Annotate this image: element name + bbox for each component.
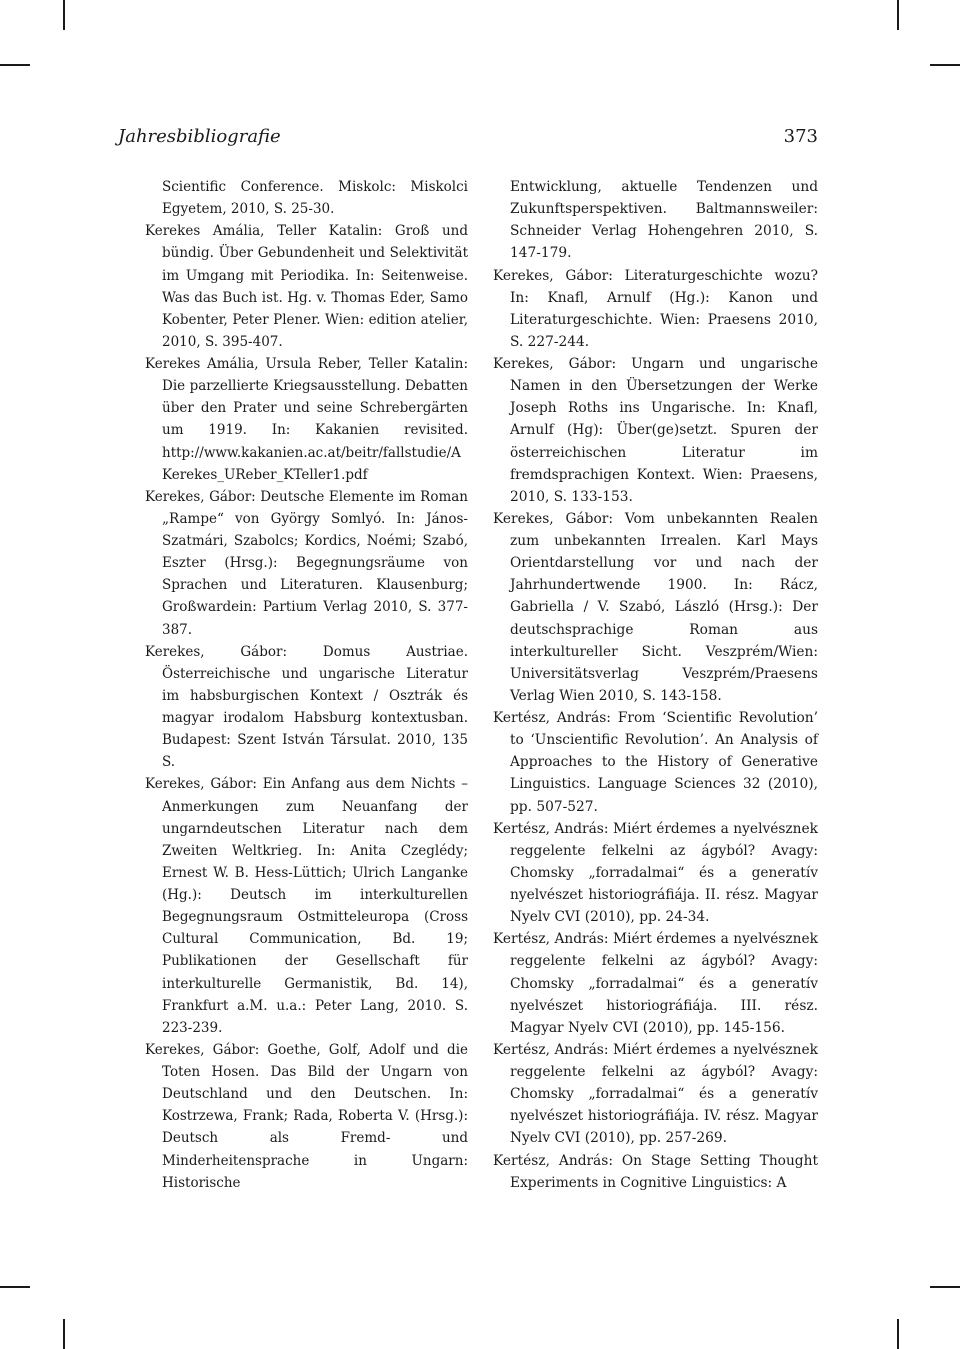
bibliography-entry: Kertész, András: From ‘Scientific Revolution’ to ‘Unscientific Revolution’. An Analysis of Approaches to the History of Generative Linguistics. Language Sciences 32 (2010), pp. 507-527. bbox=[493, 710, 818, 815]
bibliography-entry-continued: Scientific Conference. Miskolc: Miskolci Egyetem, 2010, S. 25-30. bbox=[162, 179, 468, 218]
bibliography-entry: Kerekes, Gábor: Ein Anfang aus dem Nichts – Anmerkungen zum Neuanfang der ungarndeutschen Literatur nach dem Zweiten Weltkrieg. In: Anita Czeglédy; Ernest W. B. Hess-Lüttich; Ulrich Langanke (Hg.): Deutsch im interkulturellen Begegnungsraum Ostmitteleuropa (Cross Cultural Communication, Bd. 19; Publikationen der Gesellschaft für interkulturelle Germanistik, Bd. 14), Frankfurt a.M. u.a.: Peter Lang, 2010. S. 223-239. bbox=[145, 776, 468, 1036]
bibliography-entry: Kertész, András: Miért érdemes a nyelvésznek reggelente felkelni az ágyból? Avagy: Chomsky „forradalmai“ és a generatív nyelvészet historiográfiája. IV. rész. Magyar Nyelv CVI (2010), pp. 257-269. bbox=[493, 1041, 818, 1147]
crop-mark bbox=[63, 1319, 65, 1349]
bibliography-entry: Kerekes, Gábor: Goethe, Golf, Adolf und die Toten Hosen. Das Bild der Ungarn von Deutschland und den Deutschen. In: Kostrzewa, Frank; Rada, Roberta V. (Hrsg.): Deutsch als Fremd- und Minderheitensprache in Ungarn: Historische bbox=[145, 1041, 468, 1191]
bibliography-entry: Kerekes, Gábor: Deutsche Elemente im Roman „Rampe“ von György Somlyó. In: János-Szatmári, Szabolcs; Kordics, Noémi; Szabó, Eszter (Hrsg.): Begegnungsräume von Sprachen und Literaturen. Klausenburg; Großwardein: Partium Verlag 2010, S. 377-387. bbox=[145, 488, 468, 638]
bibliography-entry: Kerekes, Gábor: Literaturgeschichte wozu? In: Knafl, Arnulf (Hg.): Kanon und Literaturgeschichte. Wien: Praesens 2010, S. 227-244. bbox=[493, 267, 818, 350]
left-column bbox=[145, 176, 468, 1194]
crop-mark bbox=[930, 64, 960, 66]
bibliography-entry: Kerekes, Gábor: Domus Austriae. Österreichische und ungarische Literatur im habsburgischen Kontext / Osztrák és magyar irodalom Habsburg kontextusban. Budapest: Szent István Társulat. 2010, 135 S. bbox=[145, 643, 468, 771]
crop-mark bbox=[930, 1286, 960, 1288]
bibliography-entry: Kerekes, Gábor: Ungarn und ungarische Namen in den Übersetzungen der Werke Joseph Roths ins Ungarische. In: Knafl, Arnulf (Hg): Über(ge)setzt. Spuren der österreichischen Literatur im fremdsprachigen Kontext. Wien: Praesens, 2010, S. 133-153. bbox=[493, 356, 818, 505]
bibliography-entry-continued: Entwicklung, aktuelle Tendenzen und Zukunftsperspektiven. Baltmannsweiler: Schneider Verlag Hohengehren 2010, S. 147-179. bbox=[510, 179, 818, 262]
crop-mark bbox=[897, 1319, 899, 1349]
right-column bbox=[493, 176, 818, 1194]
bibliography-entry: Kertész, András: On Stage Setting Thought Experiments in Cognitive Linguistics: A bbox=[493, 1152, 818, 1191]
crop-mark bbox=[63, 0, 65, 30]
bibliography-entry: Kertész, András: Miért érdemes a nyelvésznek reggelente felkelni az ágyból? Avagy: Chomsky „forradalmai“ és a generatív nyelvészet historiográfiája. II. rész. Magyar Nyelv CVI (2010), pp. 24-34. bbox=[493, 820, 818, 926]
crop-mark bbox=[897, 0, 899, 30]
running-header-title: Jahresbibliografie bbox=[118, 126, 281, 147]
bibliography-entry: Kerekes Amália, Teller Katalin: Groß und bündig. Über Gebundenheit und Selektivität im Umgang mit Periodika. In: Seitenweise. Was das Buch ist. Hg. v. Thomas Eder, Samo Kobenter, Peter Plener. Wien: edition atelier, 2010, S. 395-407. bbox=[145, 223, 468, 350]
bibliography-entry: Kerekes Amália, Ursula Reber, Teller Katalin: Die parzellierte Kriegsausstellung. Debatten über den Prater und seine Schrebergärten um 1919. In: Kakanien revisited. http://www.kakanien.ac.at/beitr/fallstudie/AKerekes_UReber_KTeller1.pdf bbox=[145, 356, 468, 483]
page-number: 373 bbox=[783, 126, 818, 147]
crop-mark bbox=[0, 1286, 30, 1288]
crop-mark bbox=[0, 64, 30, 66]
bibliography-entry: Kerekes, Gábor: Vom unbekannten Realen zum unbekannten Irrealen. Karl Mays Orientdarstellung vor und nach der Jahrhundertwende 1900. In: Rácz, Gabriella / V. Szabó, László (Hrsg.): Der deutschsprachige Roman aus interkultureller Sicht. Veszprém/Wien: Universitätsverlag Veszprém/Praesens Verlag Wien 2010, S. 143-158. bbox=[493, 510, 818, 704]
bibliography-entry: Kertész, András: Miért érdemes a nyelvésznek reggelente felkelni az ágyból? Avagy: Chomsky „forradalmai“ és a generatív nyelvészet historiográfiája. III. rész. Magyar Nyelv CVI (2010), pp. 145-156. bbox=[493, 931, 818, 1036]
